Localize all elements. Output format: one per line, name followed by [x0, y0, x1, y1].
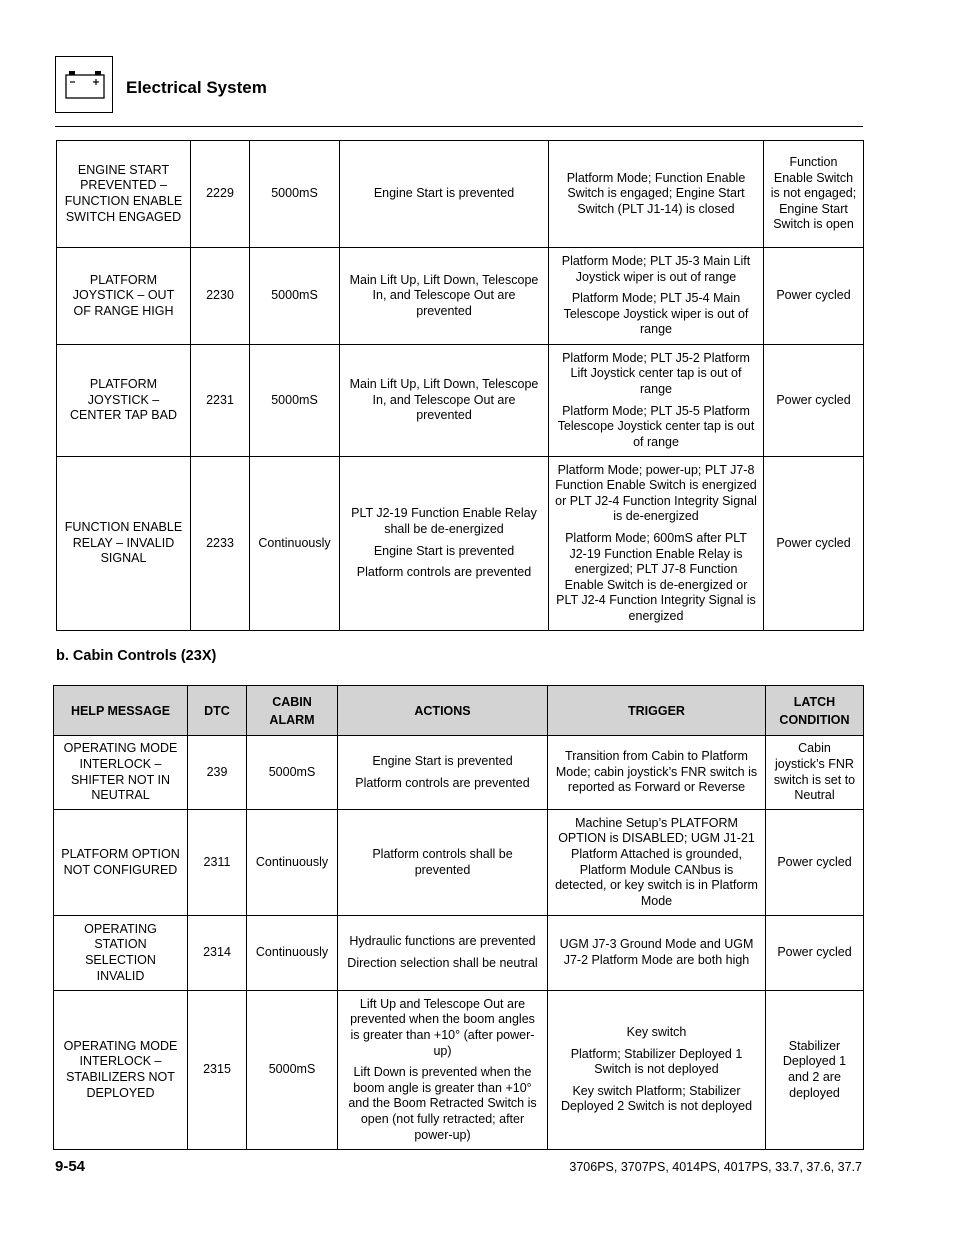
trigger-cell	[549, 248, 764, 345]
help-message-cell: OPERATING MODE INTERLOCK – STABILIZERS NOT DEPLOYED	[54, 991, 188, 1150]
trigger-cell-line: Platform; Stabilizer Deployed 1 Switch is not deployed	[570, 1046, 743, 1077]
actions-cell-line: Hydraulic functions are prevented	[349, 934, 536, 949]
help-message-cell: OPERATING STATION SELECTION INVALID	[54, 916, 188, 991]
trigger-cell-line: Platform Mode; 600mS after PLT J2-19 Function Enable Relay is energized; PLT J7-8 Function Enable Switch is de-energized or PLT J2-4 Function Integrity Signal is energized	[556, 530, 756, 623]
dtc-cell: 2229	[191, 141, 250, 248]
col-header-dtc: DTC	[188, 686, 247, 736]
col-header-latch: LATCH CONDITION	[766, 686, 864, 736]
latch-cell: Function Enable Switch is not engaged; Engine Start Switch is open	[764, 141, 864, 248]
actions-cell	[340, 345, 549, 457]
header-rule	[55, 126, 863, 127]
trigger-cell-line: Transition from Cabin to Platform Mode; cabin joystick’s FNR switch is reported as Forward or Reverse	[555, 749, 758, 795]
actions-cell	[340, 141, 549, 248]
actions-cell	[338, 736, 548, 810]
trigger-cell	[548, 810, 766, 916]
latch-cell: Power cycled	[764, 457, 864, 631]
col-header-help: HELP MESSAGE	[54, 686, 188, 736]
col-header-alarm: CABIN ALARM	[247, 686, 338, 736]
latch-cell: Cabin joystick’s FNR switch is set to Neutral	[766, 736, 864, 810]
actions-cell-line: Engine Start is prevented	[373, 543, 515, 558]
trigger-cell-line: Key switch Platform; Stabilizer Deployed 2 Switch is not deployed	[560, 1083, 753, 1114]
table-row	[54, 916, 864, 991]
actions-cell-line: Platform controls are prevented	[356, 565, 532, 580]
actions-cell-line: Engine Start is prevented	[373, 186, 515, 201]
trigger-cell-line: Platform Mode; PLT J5-5 Platform Telescope Joystick center tap is out of range	[557, 403, 755, 449]
trigger-cell-line: Platform Mode; PLT J5-2 Platform Lift Joystick center tap is out of range	[562, 350, 750, 396]
actions-cell-line: Lift Up and Telescope Out are prevented when the boom angles is greater than +10° (after power-up)	[350, 996, 535, 1058]
table-row	[54, 736, 864, 810]
actions-cell-line: Lift Down is prevented when the boom angle is greater than +10° and the Boom Retracted Switch is open (not fully retracted; after power-up)	[348, 1065, 537, 1142]
dtc-cell: 2315	[188, 991, 247, 1150]
trigger-cell	[549, 345, 764, 457]
actions-cell-line: Main Lift Up, Lift Down, Telescope In, and Telescope Out are prevented	[349, 272, 539, 318]
actions-cell-line: Engine Start is prevented	[372, 753, 513, 768]
help-message-cell: OPERATING MODE INTERLOCK – SHIFTER NOT IN NEUTRAL	[54, 736, 188, 810]
actions-cell	[338, 991, 548, 1150]
alarm-cell: Continuously	[250, 457, 340, 631]
alarm-cell: 5000mS	[247, 736, 338, 810]
latch-cell: Power cycled	[764, 248, 864, 345]
trigger-cell	[549, 141, 764, 248]
alarm-cell: Continuously	[247, 810, 338, 916]
page-number: 9-54	[55, 1158, 86, 1175]
latch-cell: Power cycled	[766, 916, 864, 991]
dtc-cell: 2231	[191, 345, 250, 457]
trigger-cell-line: Platform Mode; power-up; PLT J7-8 Function Enable Switch is energized or PLT J2-4 Function Integrity Signal is de-energized	[555, 462, 757, 524]
latch-cell: Stabilizer Deployed 1 and 2 are deployed	[766, 991, 864, 1150]
alarm-cell: Continuously	[247, 916, 338, 991]
actions-cell-line: PLT J2-19 Function Enable Relay shall be de-energized	[351, 506, 537, 536]
alarm-cell: 5000mS	[250, 345, 340, 457]
actions-cell	[338, 916, 548, 991]
dtc-cell: 239	[188, 736, 247, 810]
table-row	[57, 248, 864, 345]
dtc-cell: 2230	[191, 248, 250, 345]
trigger-cell	[548, 991, 766, 1150]
table-row	[54, 810, 864, 916]
battery-icon-box	[55, 56, 113, 113]
table-row	[57, 345, 864, 457]
dtc-cell: 2314	[188, 916, 247, 991]
trigger-cell-line: Platform Mode; PLT J5-4 Main Telescope Joystick wiper is out of range	[563, 291, 749, 337]
battery-icon	[64, 70, 106, 100]
dtc-cell: 2233	[191, 457, 250, 631]
page-title: Electrical System	[126, 78, 267, 97]
model-list: 3706PS, 3707PS, 4014PS, 4017PS, 33.7, 37.6, 37.7	[569, 1160, 862, 1174]
trigger-cell-line: Platform Mode; PLT J5-3 Main Lift Joystick wiper is out of range	[561, 254, 751, 284]
col-header-trigger: TRIGGER	[548, 686, 766, 736]
actions-cell-line: Platform controls are prevented	[355, 775, 530, 790]
actions-cell-line: Direction selection shall be neutral	[347, 956, 538, 970]
help-message-cell: FUNCTION ENABLE RELAY – INVALID SIGNAL	[57, 457, 191, 631]
col-header-actions: ACTIONS	[338, 686, 548, 736]
help-message-cell: PLATFORM OPTION NOT CONFIGURED	[54, 810, 188, 916]
alarm-cell: 5000mS	[250, 248, 340, 345]
actions-cell-line: Platform controls shall be prevented	[372, 846, 513, 877]
actions-cell	[340, 248, 549, 345]
alarm-cell: 5000mS	[250, 141, 340, 248]
dtc-table-cabin	[53, 685, 864, 1150]
help-message-cell: ENGINE START PREVENTED – FUNCTION ENABLE SWITCH ENGAGED	[57, 141, 191, 248]
dtc-cell: 2311	[188, 810, 247, 916]
section-heading: b. Cabin Controls (23X)	[56, 648, 217, 664]
trigger-cell-line: Platform Mode; Function Enable Switch is engaged; Engine Start Switch (PLT J1-14) is closed	[566, 170, 746, 216]
actions-cell	[338, 810, 548, 916]
trigger-cell-line: UGM J7-3 Ground Mode and UGM J7-2 Platform Mode are both high	[559, 937, 754, 967]
latch-cell: Power cycled	[764, 345, 864, 457]
help-message-cell: PLATFORM JOYSTICK – OUT OF RANGE HIGH	[57, 248, 191, 345]
table-row	[57, 141, 864, 248]
actions-cell	[340, 457, 549, 631]
help-message-cell: PLATFORM JOYSTICK – CENTER TAP BAD	[57, 345, 191, 457]
trigger-cell-line: Machine Setup’s PLATFORM OPTION is DISABLED; UGM J1-21 Platform Attached is grounded, Platform Module CANbus is detected, or key switch is in Platform Mode	[555, 815, 758, 908]
trigger-cell	[548, 916, 766, 991]
table-row	[57, 457, 864, 631]
trigger-cell-line: Key switch	[626, 1025, 687, 1040]
trigger-cell	[549, 457, 764, 631]
alarm-cell: 5000mS	[247, 991, 338, 1150]
trigger-cell	[548, 736, 766, 810]
actions-cell-line: Main Lift Up, Lift Down, Telescope In, and Telescope Out are prevented	[349, 377, 539, 423]
dtc-table-platform	[56, 140, 864, 631]
latch-cell: Power cycled	[766, 810, 864, 916]
table-row	[54, 991, 864, 1150]
